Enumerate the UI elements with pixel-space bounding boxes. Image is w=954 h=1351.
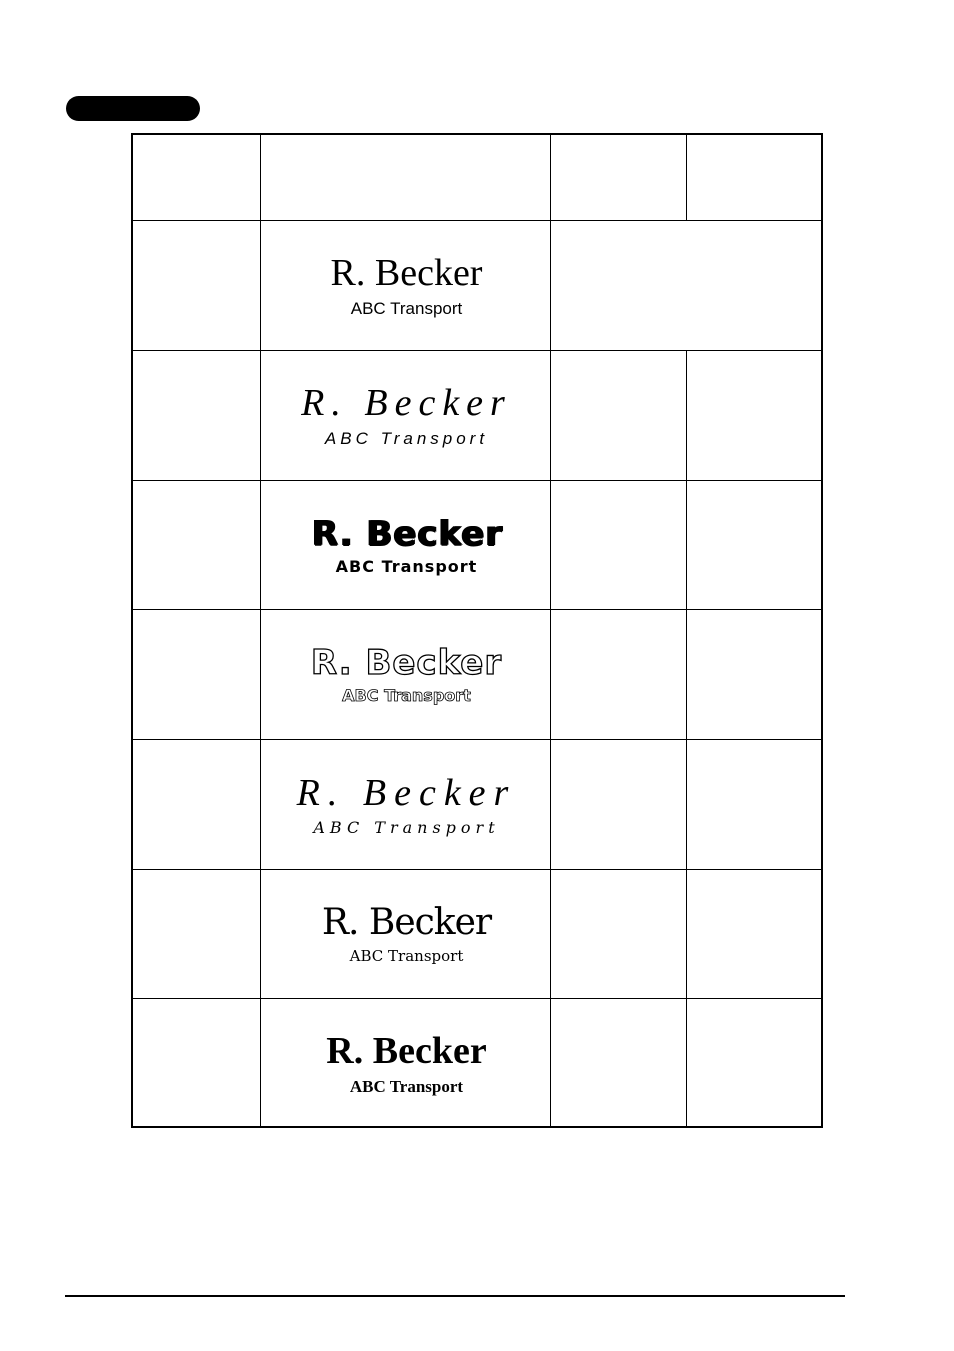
sample-name: R. Becker bbox=[321, 902, 492, 943]
sample-name: R. Becker bbox=[310, 513, 503, 554]
sample-company: ABC Transport bbox=[324, 429, 489, 448]
font-sample-light-roman bbox=[262, 870, 551, 999]
column-divider bbox=[686, 350, 687, 1126]
sample-company: ABC Transport bbox=[342, 685, 471, 705]
sample-name: R. Becker bbox=[301, 382, 512, 424]
sample-company: ABC Transport bbox=[350, 299, 463, 318]
sample-company: ABC Transport bbox=[313, 817, 500, 837]
font-sample-spaced-italic bbox=[262, 740, 551, 869]
sample-company: ABC Transport bbox=[349, 1077, 464, 1096]
sample-name: R. Becker bbox=[310, 642, 503, 683]
font-sample-outline bbox=[262, 610, 551, 739]
font-sample-table bbox=[131, 133, 823, 1128]
column-divider bbox=[686, 135, 687, 220]
sample-name: R. Becker bbox=[296, 771, 517, 814]
font-sample-shadow-bold bbox=[262, 481, 551, 610]
sample-name: R. Becker bbox=[330, 252, 483, 294]
font-sample-wide-italic bbox=[262, 351, 551, 480]
section-tab-marker bbox=[66, 96, 200, 121]
sample-name: R. Becker bbox=[326, 1030, 487, 1072]
font-sample-plain bbox=[262, 221, 551, 350]
column-divider bbox=[260, 135, 261, 1126]
sample-company: ABC Transport bbox=[349, 947, 464, 965]
footer-rule bbox=[65, 1295, 845, 1297]
sample-company: ABC Transport bbox=[335, 556, 478, 576]
font-sample-bold-roman bbox=[262, 999, 551, 1128]
